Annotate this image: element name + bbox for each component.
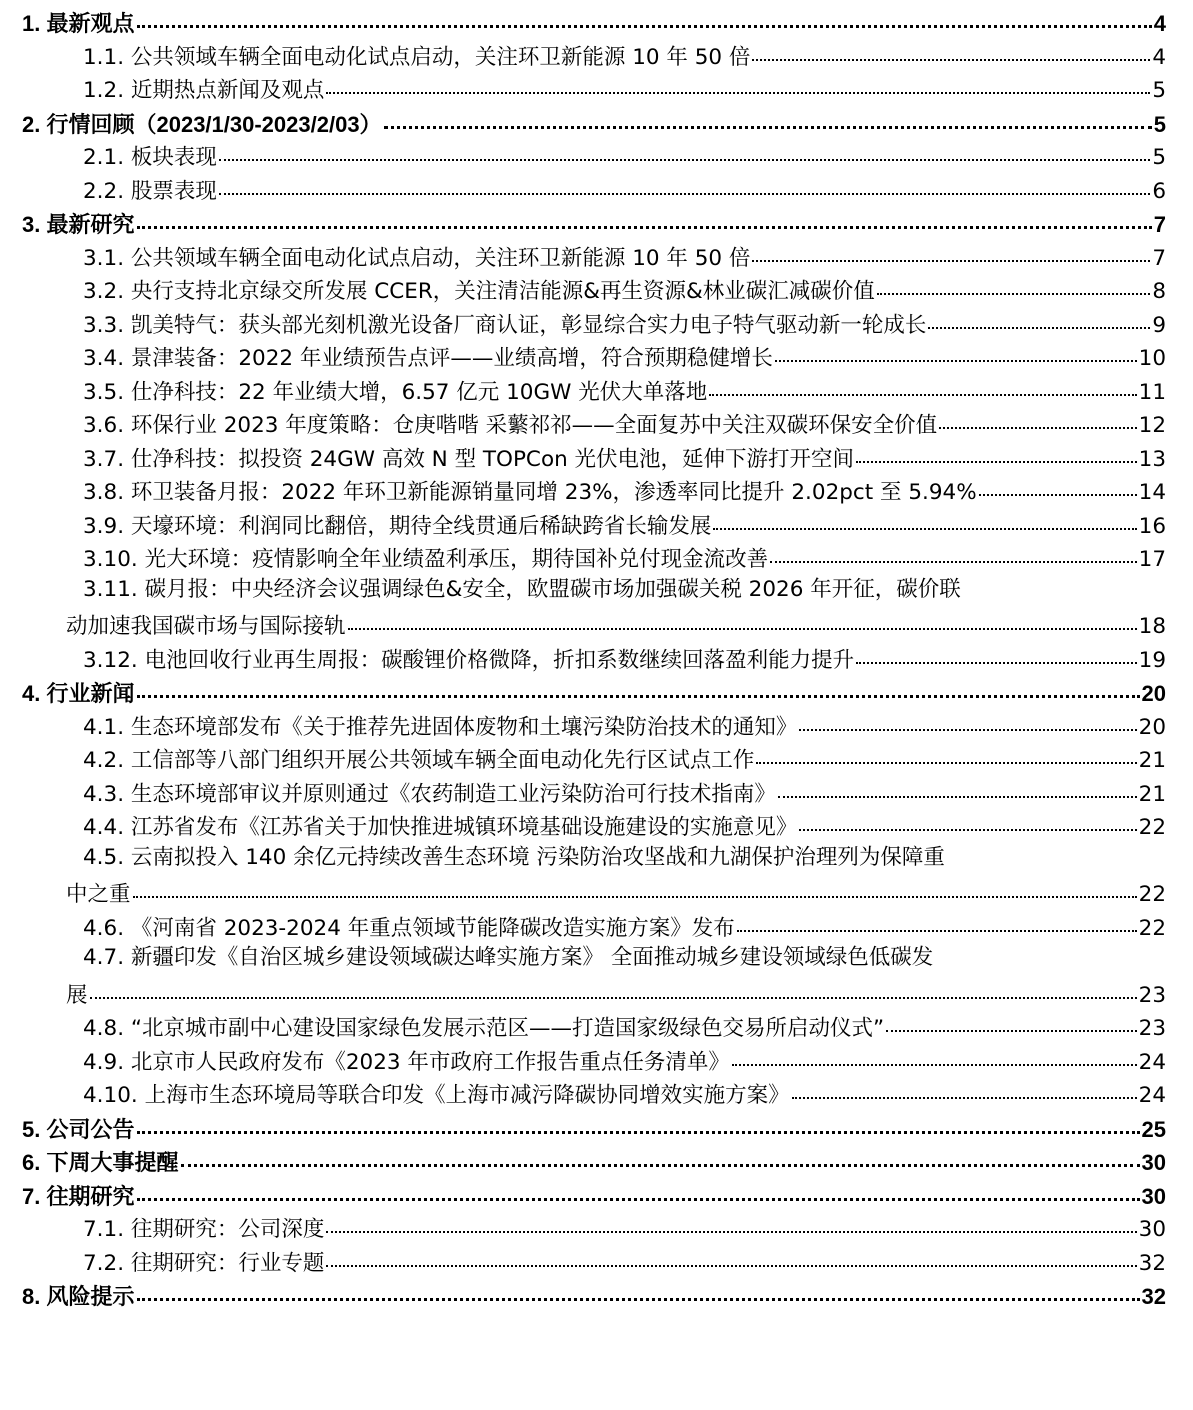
toc-entry-number: 4.3. [83, 781, 125, 807]
toc-entry[interactable] [83, 241, 1166, 269]
toc-entry-title: 行业新闻 [46, 681, 135, 706]
toc-entry-number: 7.1. [83, 1217, 125, 1242]
dot-leader [792, 1075, 1137, 1099]
toc-entry-title: 风险提示 [46, 1284, 135, 1309]
dot-leader [137, 673, 1140, 698]
dot-leader [737, 908, 1137, 932]
dot-leader [939, 405, 1137, 429]
dot-leader [137, 1176, 1140, 1201]
toc-page-number: 5 [1152, 145, 1166, 170]
toc-entry-number: 4.10. [83, 1083, 138, 1108]
toc-entry-title: 行情回顾（2023/1/30-2023/2/03） [46, 111, 382, 137]
toc-entry[interactable] [83, 777, 1166, 805]
dot-leader [219, 137, 1150, 161]
toc-page-number: 11 [1138, 379, 1166, 405]
toc-entry-number: 3.7. [83, 446, 125, 472]
toc-section[interactable] [22, 107, 1166, 135]
dot-leader [979, 472, 1137, 496]
toc-entry-title: 往期研究：公司深度 [130, 1217, 325, 1242]
toc-entry-number: 3.12. [83, 647, 138, 673]
dot-leader [137, 204, 1152, 229]
toc-entry-number: 1. [22, 11, 41, 36]
toc-entry-title: 光大环境：疫情影响全年业绩盈利承压，期待国补兑付现金流改善 [144, 547, 769, 572]
toc-entry-title: 公司公告 [46, 1116, 135, 1142]
toc-entry-title: 公共领域车辆全面电动化试点启动，关注环卫新能源 10 年 50 倍 [130, 245, 751, 271]
toc-page-number: 7 [1152, 245, 1166, 271]
toc-entry-title-cont: 中之重 [66, 882, 131, 907]
toc-entry-number: 3.6. [83, 413, 125, 438]
toc-entry-number: 4.5. [83, 844, 125, 870]
toc-entry-title: 仕净科技：22 年业绩大增，6.57 亿元 10GW 光伏大单落地 [130, 379, 708, 405]
toc-entry-title: 生态环境部审议并原则通过《农药制造工业污染防治可行技术指南》 [130, 781, 776, 807]
toc-entry-continuation[interactable] [66, 609, 1166, 637]
toc-section[interactable] [22, 1279, 1166, 1307]
toc-entry-title: 往期研究：行业专题 [130, 1250, 325, 1276]
toc-page-number: 32 [1141, 1284, 1166, 1309]
toc-section[interactable] [22, 6, 1166, 34]
toc-entry-title-cont: 展 [66, 982, 88, 1008]
toc-entry-number: 4.4. [83, 815, 125, 840]
toc-entry-number: 3. [22, 212, 41, 237]
toc-page-number: 5 [1153, 111, 1166, 137]
toc-page-number: 19 [1138, 647, 1166, 673]
toc-entry[interactable] [83, 408, 1166, 436]
toc-entry-number: 3.2. [83, 279, 125, 304]
toc-page-number: 22 [1138, 882, 1166, 907]
dot-leader [326, 1243, 1136, 1267]
toc-entry-number: 4.7. [83, 945, 125, 970]
toc-entry-number: 4. [22, 681, 41, 706]
toc-entry-number: 3.1. [83, 245, 125, 271]
dot-leader [756, 740, 1136, 764]
dot-leader [181, 1142, 1140, 1167]
toc-entry[interactable] [83, 73, 1166, 101]
dot-leader [752, 37, 1150, 61]
dot-leader [877, 271, 1151, 295]
toc-section[interactable] [22, 676, 1166, 704]
toc-entry[interactable] [83, 1011, 1166, 1039]
dot-leader [219, 171, 1150, 195]
toc-entry[interactable] [83, 475, 1166, 503]
dot-leader [326, 70, 1150, 94]
toc-entry-number: 3.5. [83, 379, 125, 405]
toc-page-number: 10 [1138, 346, 1166, 371]
toc-entry-title: 电池回收行业再生周报：碳酸锂价格微降，折扣系数继续回落盈利能力提升 [144, 647, 855, 673]
toc-entry-title: 天壕环境：利润同比翻倍，期待全线贯通后稀缺跨省长输发展 [130, 513, 712, 539]
toc-entry-title: 股票表现 [130, 178, 217, 204]
dot-leader [775, 338, 1137, 362]
toc-entry[interactable] [83, 308, 1166, 336]
toc-entry[interactable] [83, 375, 1166, 403]
toc-entry-number: 1.1. [83, 44, 125, 70]
toc-entry[interactable] [83, 140, 1166, 168]
toc-entry[interactable] [83, 442, 1166, 470]
toc-page-number: 21 [1138, 748, 1166, 773]
dot-leader [137, 1109, 1140, 1134]
dot-leader [856, 640, 1137, 664]
toc-entry-title: 北京市人民政府发布《2023 年市政府工作报告重点任务清单》 [130, 1049, 730, 1075]
toc-page-number: 14 [1138, 480, 1166, 505]
dot-leader [348, 606, 1137, 630]
toc-page-number: 25 [1141, 1116, 1166, 1142]
toc-entry[interactable] [83, 844, 1166, 872]
toc-page-number: 16 [1138, 513, 1166, 539]
toc-entry-title: 仕净科技：拟投资 24GW 高效 N 型 TOPCon 光伏电池，延伸下游打开空间 [130, 446, 855, 472]
toc-page-number: 24 [1138, 1083, 1166, 1108]
toc-page-number: 4 [1152, 44, 1166, 70]
dot-leader [137, 1276, 1140, 1301]
toc-entry[interactable] [83, 1246, 1166, 1274]
dot-leader [778, 774, 1137, 798]
toc-entry-number: 4.2. [83, 748, 125, 773]
toc-entry-title: 工信部等八部门组织开展公共领域车辆全面电动化先行区试点工作 [130, 748, 755, 773]
toc-section[interactable] [22, 1112, 1166, 1140]
toc-entry-number: 3.8. [83, 480, 125, 505]
toc-entry-title: 江苏省发布《江苏省关于加快推进城镇环境基础设施建设的实施意见》 [130, 815, 798, 840]
toc-entry-number: 4.1. [83, 714, 125, 740]
toc-page-number: 12 [1138, 413, 1166, 438]
toc-entry-number: 3.10. [83, 547, 138, 572]
toc-entry-number: 3.9. [83, 513, 125, 539]
toc-entry[interactable] [83, 1045, 1166, 1073]
dot-leader [752, 238, 1150, 262]
toc-page-number: 32 [1138, 1250, 1166, 1276]
toc-entry-number: 3.11. [83, 576, 138, 602]
dot-leader [137, 3, 1152, 28]
toc-entry-number: 6. [22, 1150, 41, 1175]
toc-page-number: 20 [1138, 714, 1166, 740]
toc-entry-title: 环保行业 2023 年度策略：仓庚喈喈 采蘩祁祁——全面复苏中关注双碳环保安全价值 [130, 413, 938, 438]
toc-entry-number: 4.8. [83, 1016, 125, 1041]
toc-entry[interactable] [83, 810, 1166, 838]
dot-leader [133, 874, 1137, 898]
toc-entry-title: 新疆印发《自治区城乡建设领域碳达峰实施方案》 全面推动城乡建设领域绿色低碳发 [130, 945, 934, 970]
toc-entry-number: 3.4. [83, 346, 125, 371]
dot-leader [770, 539, 1137, 563]
toc-section[interactable] [22, 1179, 1166, 1207]
toc-entry-title: 上海市生态环境局等联合印发《上海市减污降碳协同增效实施方案》 [144, 1083, 790, 1108]
toc-entry-number: 5. [22, 1116, 41, 1142]
toc-entry-title: 公共领域车辆全面电动化试点启动，关注环卫新能源 10 年 50 倍 [130, 44, 751, 70]
dot-leader [856, 439, 1137, 463]
toc-page-number: 30 [1141, 1183, 1166, 1209]
dot-leader [709, 372, 1136, 396]
toc-entry-number: 8. [22, 1284, 41, 1309]
toc-page-number: 30 [1138, 1217, 1166, 1242]
toc-entry-title: 生态环境部发布《关于推荐先进固体废物和土壤污染防治技术的通知》 [130, 714, 798, 740]
toc-entry-title: 碳月报：中央经济会议强调绿色&安全，欧盟碳市场加强碳关税 2026 年开征，碳价联 [144, 576, 961, 602]
toc-entry-number: 7.2. [83, 1250, 125, 1276]
toc-entry[interactable] [83, 911, 1166, 939]
dot-leader [732, 1042, 1137, 1066]
toc-entry-number: 3.3. [83, 312, 125, 338]
toc-entry[interactable] [83, 576, 1166, 604]
toc-entry-title: 往期研究 [46, 1183, 135, 1209]
dot-leader [799, 707, 1136, 731]
toc-entry-title: 《河南省 2023-2024 年重点领域节能降碳改造实施方案》发布 [130, 915, 735, 941]
toc-entry-title-cont: 动加速我国碳市场与国际接轨 [66, 614, 346, 639]
toc-entry[interactable] [83, 40, 1166, 68]
toc-entry-continuation[interactable] [66, 978, 1166, 1006]
toc-entry[interactable] [83, 710, 1166, 738]
dot-leader [326, 1209, 1136, 1233]
toc-page-number: 18 [1138, 614, 1166, 639]
toc-entry[interactable] [83, 542, 1166, 570]
toc-entry[interactable] [83, 643, 1166, 671]
toc-page-number: 20 [1141, 681, 1166, 706]
toc-entry-title: 景津装备：2022 年业绩预告点评——业绩高增，符合预期稳健增长 [130, 346, 773, 371]
toc-entry[interactable] [83, 174, 1166, 202]
toc-page-number: 30 [1141, 1150, 1166, 1175]
toc-entry-title: 凯美特气：获头部光刻机激光设备厂商认证，彰显综合实力电子特气驱动新一轮成长 [130, 312, 927, 338]
toc-entry-number: 2.2. [83, 178, 125, 204]
toc-page-number: 23 [1138, 1016, 1166, 1041]
toc-page-number: 17 [1138, 547, 1166, 572]
toc-entry[interactable] [83, 274, 1166, 302]
dot-leader [713, 506, 1136, 530]
toc-entry-title: 板块表现 [130, 145, 217, 170]
toc-entry[interactable] [83, 743, 1166, 771]
toc-entry-continuation[interactable] [66, 877, 1166, 905]
toc-page-number: 13 [1138, 446, 1166, 472]
toc-page-number: 8 [1152, 279, 1166, 304]
toc-entry[interactable] [83, 944, 1166, 972]
toc-page-number: 22 [1138, 815, 1166, 840]
toc-page-number: 9 [1152, 312, 1166, 338]
toc-entry-title: 云南拟投入 140 余亿元持续改善生态环境 污染防治攻坚战和九湖保护治理列为保障重 [130, 844, 945, 870]
toc-entry-title: 下周大事提醒 [46, 1150, 179, 1175]
toc-page-number: 5 [1152, 78, 1166, 103]
toc-entry-title: 央行支持北京绿交所发展 CCER，关注清洁能源&再生资源&林业碳汇减碳价值 [130, 279, 875, 304]
toc-page-number: 23 [1138, 982, 1166, 1008]
toc-entry-title: 环卫装备月报：2022 年环卫新能源销量同增 23%，渗透率同比提升 2.02pct 至 5.94% [130, 480, 977, 505]
toc-entry-number: 7. [22, 1183, 41, 1209]
dot-leader [928, 305, 1150, 329]
toc-entry-title: 最新研究 [46, 212, 135, 237]
toc-entry-title: 最新观点 [46, 11, 135, 36]
toc-page-number: 22 [1138, 915, 1166, 941]
toc-entry-number: 2. [22, 111, 41, 137]
toc-entry-title: “北京城市副中心建设国家绿色发展示范区——打造国家级绿色交易所启动仪式” [130, 1016, 885, 1041]
toc-entry[interactable] [83, 1212, 1166, 1240]
toc-page-number: 21 [1138, 781, 1166, 807]
toc-entry-number: 4.6. [83, 915, 125, 941]
toc-entry-title: 近期热点新闻及观点 [130, 78, 325, 103]
dot-leader [384, 104, 1152, 129]
toc-section[interactable] [22, 207, 1166, 235]
toc-page-number: 7 [1153, 212, 1166, 237]
toc-entry-number: 4.9. [83, 1049, 125, 1075]
dot-leader [90, 975, 1137, 999]
toc-entry[interactable] [83, 341, 1166, 369]
dot-leader [799, 807, 1136, 831]
toc-page-number: 6 [1152, 178, 1166, 204]
toc-entry[interactable] [83, 1078, 1166, 1106]
toc-entry-number: 2.1. [83, 145, 125, 170]
toc-page-number: 4 [1153, 11, 1166, 36]
toc-entry-number: 1.2. [83, 78, 125, 103]
toc-section[interactable] [22, 1145, 1166, 1173]
dot-leader [886, 1008, 1136, 1032]
toc-page-number: 24 [1138, 1049, 1166, 1075]
toc-entry[interactable] [83, 509, 1166, 537]
